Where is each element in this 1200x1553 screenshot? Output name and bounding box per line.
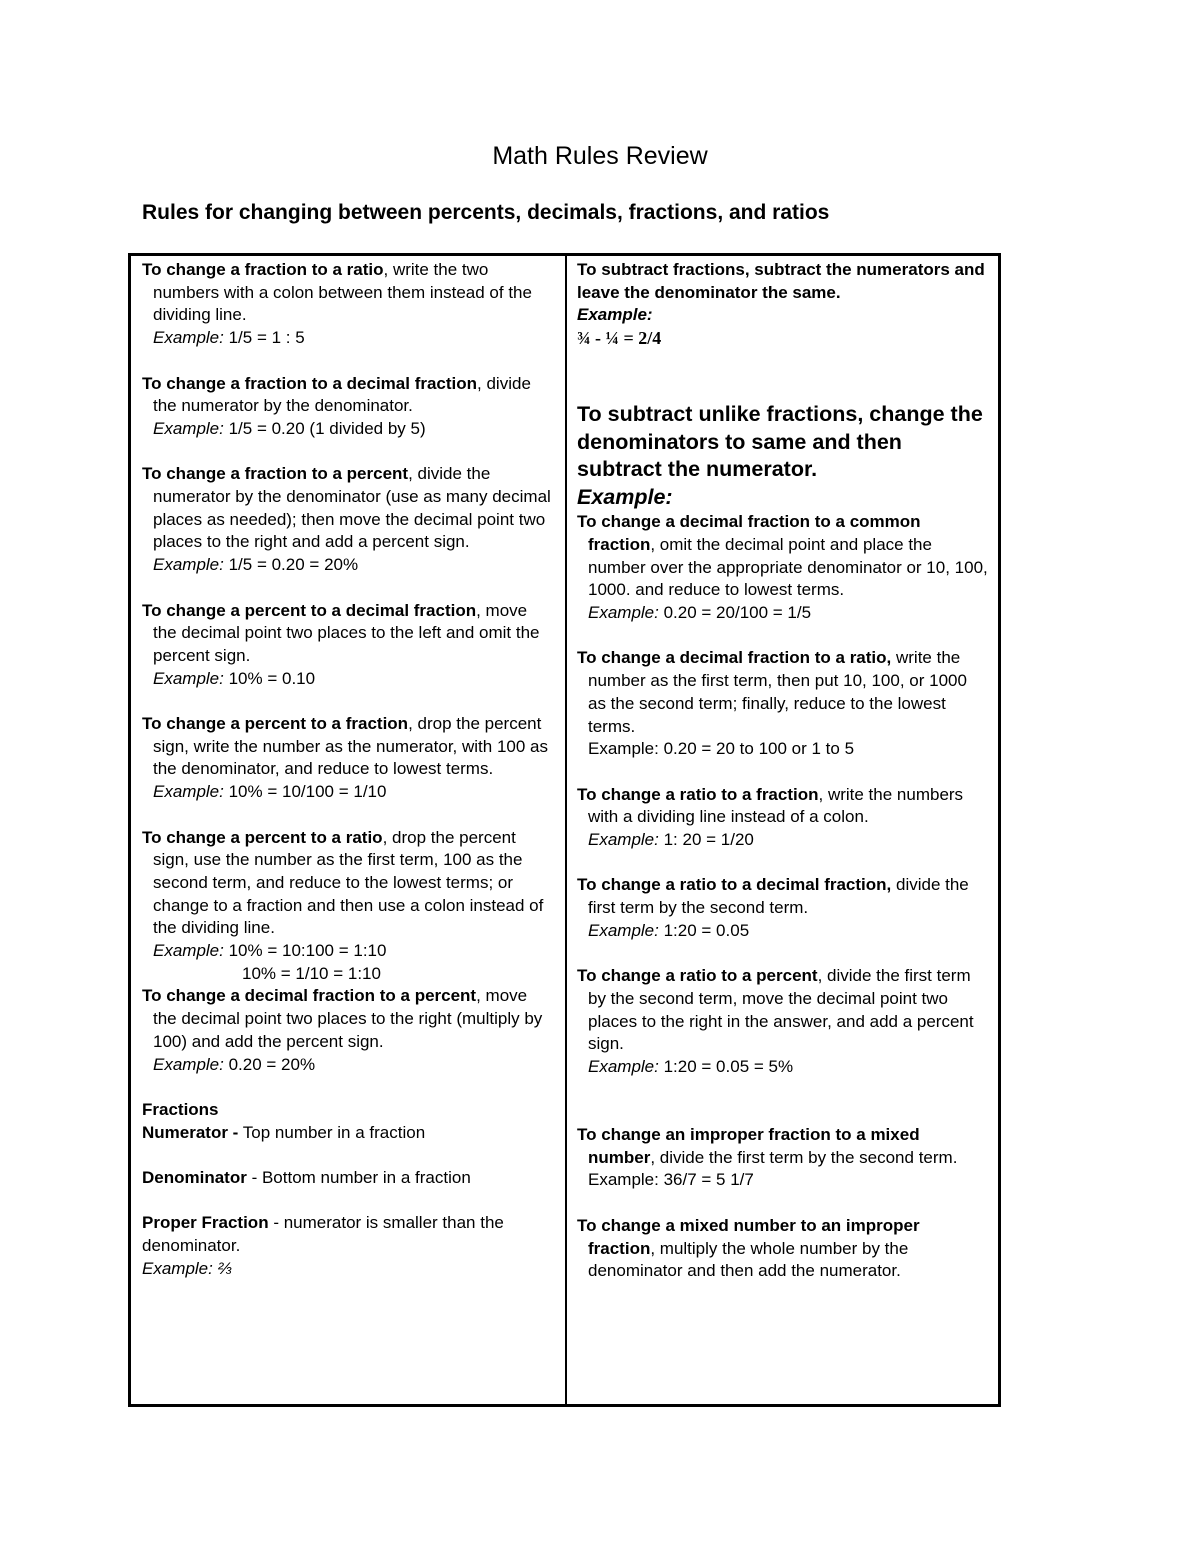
example-label-unlike: Example: (577, 484, 673, 509)
example-fraction-to-percent: Example: 1/5 = 0.20 = 20% (153, 555, 359, 575)
example-fraction-to-decimal: Example: 1/5 = 0.20 (1 divided by 5) (153, 418, 426, 438)
section-subtitle: Rules for changing between percents, decimals, fractions, and ratios (142, 201, 830, 224)
definition-denominator: Denominator - Bottom number in a fraction (142, 1168, 471, 1188)
rule-fraction-to-percent: To change a fraction to a percent, divide the numerator by the denominator (use as many decimal places as needed); then move the decimal point two places to the right and add a percent sign. (142, 464, 551, 552)
rule-percent-to-ratio: To change a percent to a ratio, drop the percent sign, use the number as the first term, 100 as the second term, and reduce to the lowest terms; or change to a fraction and then use a colon instead of the dividing line. (142, 827, 544, 938)
example-label-subtract: Example: (577, 305, 653, 325)
rule-decimal-to-ratio: To change a decimal fraction to a ratio, write the number as the first term, then put 10, 100, or 1000 as the second term; finally, reduce to the lowest terms. (577, 648, 967, 736)
page-title: Math Rules Review (492, 142, 708, 170)
example-decimal-to-ratio: Example: 0.20 = 20 to 100 or 1 to 5 (588, 739, 855, 759)
rule-improper-to-mixed: To change an improper fraction to a mixed number, divide the first term by the second term. (577, 1125, 958, 1167)
rule-percent-to-decimal: To change a percent to a decimal fraction, move the decimal point two places to the left and omit the percent sign. (142, 600, 540, 665)
rule-ratio-to-decimal: To change a ratio to a decimal fraction, divide the first term by the second term. (577, 875, 969, 918)
example-decimal-to-common-fraction: Example: 0.20 = 20/100 = 1/5 (588, 603, 812, 622)
rule-decimal-to-common-fraction: To change a decimal fraction to a common fraction, omit the decimal point and place the number over the appropriate denominator or 10, 100, 1000. and reduce to lowest terms. (577, 512, 988, 600)
rule-decimal-to-percent: To change a decimal fraction to a percent, move the decimal point two places to the right (multiply by 100) and add the percent sign. (142, 986, 543, 1051)
rule-ratio-to-fraction: To change a ratio to a fraction, write the numbers with a dividing line instead of a colon. (577, 784, 964, 827)
rules-table (128, 253, 1001, 1407)
rule-subtract-fractions: To subtract fractions, subtract the numerators and leave the denominator the same. (577, 260, 985, 302)
column-divider (565, 256, 567, 1404)
rule-percent-to-fraction: To change a percent to a fraction, drop the percent sign, write the number as the numerator, with 100 as the denominator, and reduce to lowest terms. (142, 714, 548, 779)
definition-numerator: Numerator - Top number in a fraction (142, 1122, 426, 1142)
example-proper-fraction: Example: ⅔ (142, 1258, 232, 1278)
example-ratio-to-decimal: Example: 1:20 = 0.05 (588, 920, 750, 940)
rule-subtract-unlike-fractions: To subtract unlike fractions, change the denominators to same and then subtract the numerator. (577, 402, 983, 482)
example-percent-to-decimal: Example: 10% = 0.10 (153, 668, 316, 688)
example-decimal-to-percent: Example: 0.20 = 20% (153, 1054, 316, 1074)
rule-mixed-to-improper: To change a mixed number to an improper fraction, multiply the whole number by the denominator and then add the numerator. (577, 1215, 920, 1281)
definition-proper-fraction: Proper Fraction - numerator is smaller than the denominator. (142, 1213, 504, 1256)
example-subtract-fractions: ¾ - ¼ = 2/4 (577, 328, 662, 349)
example-percent-to-fraction: Example: 10% = 10/100 = 1/10 (153, 782, 387, 802)
example-ratio-to-fraction: Example: 1: 20 = 1/20 (588, 830, 754, 849)
example-fraction-to-ratio: Example: 1/5 = 1 : 5 (153, 328, 305, 348)
example-percent-to-ratio: Example: 10% = 10:100 = 1:10 (153, 941, 387, 961)
example-percent-to-ratio-line2: 10% = 1/10 = 1:10 (242, 963, 381, 983)
rule-ratio-to-percent: To change a ratio to a percent, divide the first term by the second term, move the decimal point two places to the right in the answer, and add a percent sign. (577, 966, 974, 1054)
left-column (142, 259, 552, 1281)
right-column (577, 259, 989, 1283)
fractions-heading: Fractions (142, 1099, 219, 1119)
example-improper-to-mixed: Example: 36/7 = 5 1/7 (588, 1170, 754, 1190)
rule-fraction-to-ratio: To change a fraction to a ratio, write the two numbers with a colon between them instead of the dividing line. (142, 260, 532, 325)
rule-fraction-to-decimal: To change a fraction to a decimal fraction, divide the numerator by the denominator. (142, 373, 531, 416)
example-ratio-to-percent: Example: 1:20 = 0.05 = 5% (588, 1057, 794, 1076)
